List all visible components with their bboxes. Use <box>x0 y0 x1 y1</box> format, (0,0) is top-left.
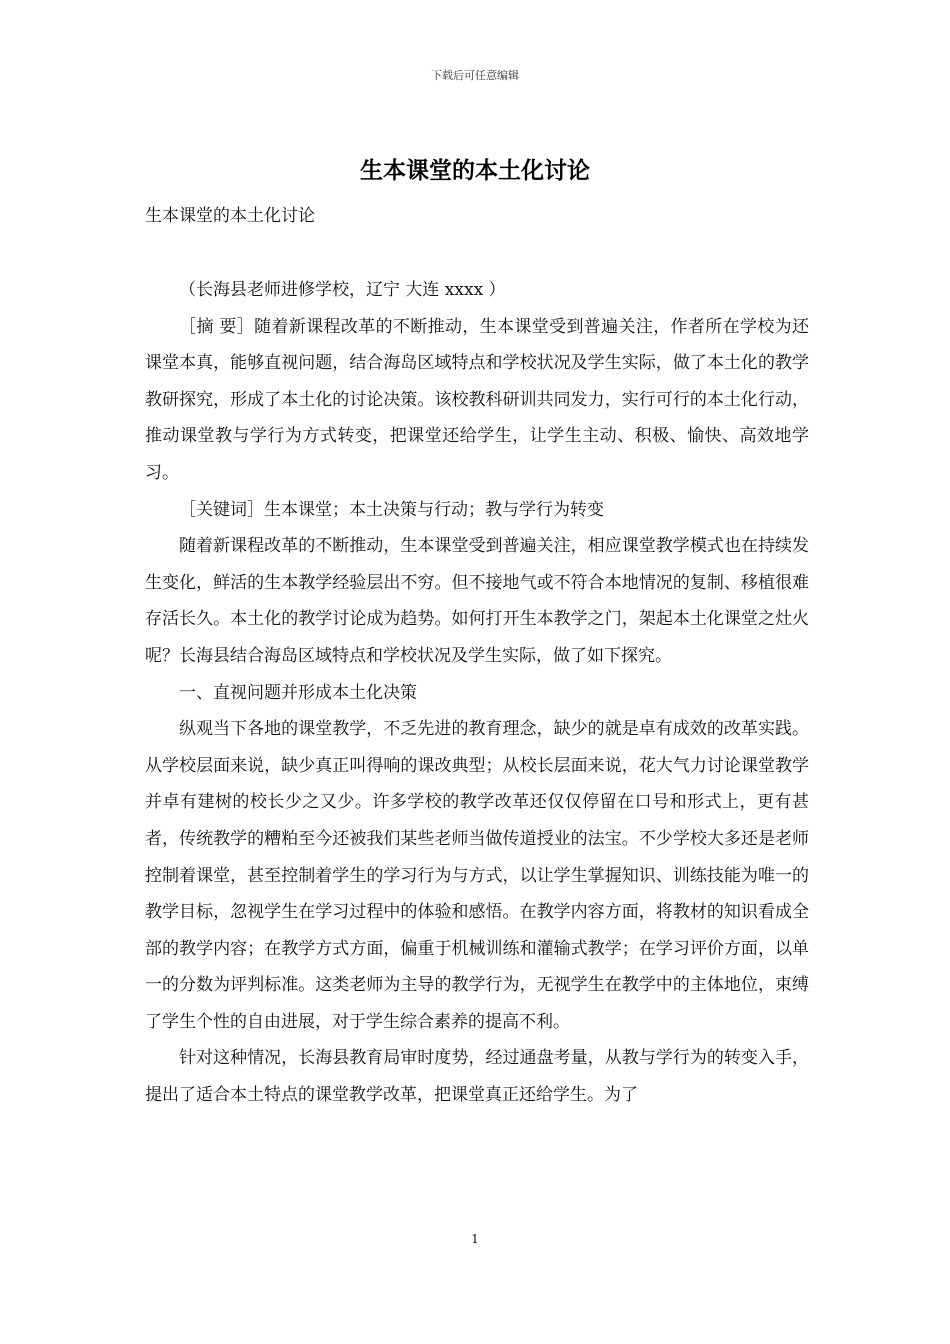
keywords-paragraph: ［关键词］生本课堂；本土决策与行动；教与学行为转变 <box>179 499 604 520</box>
body-paragraph: 纵观当下各地的课堂教学，不乏先进的教育理念，缺少的就是卓有成效的改革实践。从学校层面来说，缺少真正叫得响的课改典型；从校长层面来说，花大气力讨论课堂教学并卓有建树的校长少之又少。许多学校的教学改革还仅仅停留在口号和形式上，更有甚者，传统教学的糟粕至今还被我们某些老师当做传道授业的法宝。不少学校大多还是老师控制着课堂，甚至控制着学生的学习行为与方式，以让学生掌握知识、训练技能为唯一的教学目标，忽视学生在学习过程中的体验和感悟。在教学内容方面，将教材的知识看成全部的教学内容；在教学方式方面，偏重于机械训练和灌输式教学；在学习评价方面，以单一的分数为评判标准。这类老师为主导的教学行为，无视学生在教学中的主体地位，束缚了学生个性的自由进展，对于学生综合素养的提高不利。 <box>145 719 809 1032</box>
section-heading: 一、直视问题并形成本土化决策 <box>179 682 417 703</box>
page-number: 1 <box>471 1232 479 1246</box>
document-body <box>145 272 809 1114</box>
document-subtitle: 生本课堂的本土化讨论 <box>145 206 315 226</box>
document-title: 生本课堂的本土化讨论 <box>360 158 590 184</box>
author-affiliation: （长海县老师进修学校，辽宁 大连 xxxx ） <box>179 280 506 300</box>
header-note: 下载后可任意编辑 <box>431 69 519 82</box>
body-paragraph: 针对这种情况，长海县教育局审时度势，经过通盘考量，从教与学行为的转变入手，提出了适合本土特点的课堂教学改革，把课堂真正还给学生。为了 <box>145 1048 809 1106</box>
abstract-paragraph: ［摘 要］随着新课程改革的不断推动，生本课堂受到普遍关注，作者所在学校为还课堂本真，能够直视问题，结合海岛区域特点和学校状况及学生实际，做了本土化的教学教研探究，形成了本土化的讨论决策。该校教科研训共同发力，实行可行的本土化行动，推动课堂教与学行为方式转变，把课堂还给学生，让学生主动、积极、愉快、高效地学习。 <box>145 316 809 483</box>
intro-paragraph: 随着新课程改革的不断推动，生本课堂受到普遍关注，相应课堂教学模式也在持续发生变化，鲜活的生本教学经验层出不穷。但不接地气或不符合本地情况的复制、移植很难存活长久。本土化的教学讨论成为趋势。如何打开生本教学之门，架起本土化课堂之灶火呢？长海县结合海岛区域特点和学校状况及学生实际，做了如下探究。 <box>145 536 809 666</box>
